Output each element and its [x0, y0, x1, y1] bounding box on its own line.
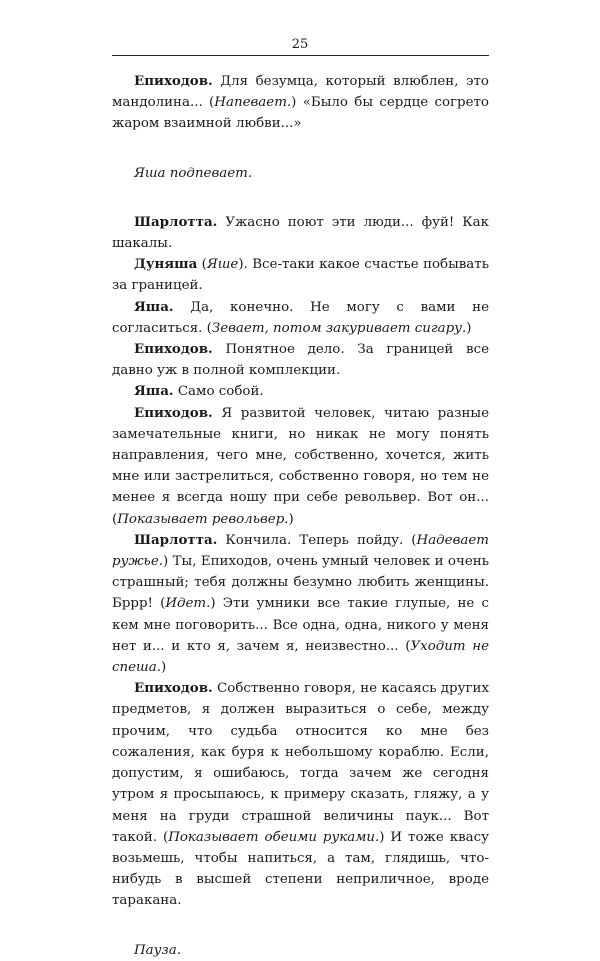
replica-text: ) Ты, Епиходов, очень умный человек и очень страшный; тебя должны безумно любить женщины. Бррр! (: [112, 554, 489, 612]
replica-text: ) И тоже квасу возьмешь, чтобы напиться, а там, глядишь, что-нибудь в высшей степени неприличное, вроде таракана.: [112, 829, 489, 909]
replica-dunyasha-1: [112, 254, 489, 296]
replica-charlotta-2: [112, 530, 489, 678]
replica-charlotta-1: [112, 212, 489, 254]
header-rule: [112, 55, 489, 56]
replica-epikhodov-2: [112, 339, 489, 381]
replica-text: Для безумца, который влюблен, это мандолина... (: [112, 74, 489, 111]
stage-direction: Напевает.: [214, 95, 292, 111]
speaker-name: Дуняша: [134, 256, 198, 273]
speaker-name: Епиходов.: [134, 73, 213, 89]
stage-direction-line: Пауза.: [134, 942, 181, 958]
speaker-name: Епиходов.: [134, 341, 213, 358]
replica-text: ). Все-таки какое счастье побывать за границей.: [112, 257, 489, 294]
replica-text: Понятное дело. За границей все давно уж в полной комплекции.: [112, 342, 489, 379]
stage-direction: Уходит не спеша.: [112, 638, 489, 676]
speaker-name: Епиходов.: [134, 404, 213, 421]
replica-text: (: [201, 257, 207, 273]
replica-yasha-1: [112, 297, 489, 339]
stage-direction: Яше: [206, 257, 239, 273]
replica-text: Да, конечно. Не могу с вами не согласиться. (: [112, 299, 489, 336]
speaker-name: Шарлотта.: [134, 213, 218, 230]
replica-epikhodov-3: [112, 403, 489, 530]
stage-direction: Надевает ружье.: [112, 532, 489, 570]
replica-text: ) Эти умники все такие глупые, не с кем мне поговорить... Все одна, одна, никого у меня нет и... и кто я, зачем я, неизвестно... (: [112, 596, 489, 654]
stage-direction-line: Яша подпевает.: [134, 165, 253, 181]
speaker-name: Яша.: [134, 383, 174, 400]
stage-direction: Идет.: [165, 596, 211, 612]
replica-text: ): [288, 511, 294, 527]
replica-text: Ужасно поют эти люди... фуй! Как шакалы.: [112, 214, 489, 252]
speaker-name: Епиходов.: [134, 680, 213, 697]
replica-text: Я развитой человек, читаю разные замечательные книги, но никак не могу понять направления, чего мне, собственно, хочется, жить мне или застрелиться, собственно говоря, но тем не менее я всегда ношу при себе револьвер. Вот он... (: [112, 405, 490, 527]
replica-text: ) «Было бы сердце согрето жаром взаимной любви...»: [112, 95, 489, 132]
speaker-name: Шарлотта.: [134, 531, 218, 548]
speaker-name: Яша.: [134, 298, 174, 315]
replica-text: ): [160, 660, 167, 676]
replica-text: Кончила. Теперь пойду. (: [225, 532, 417, 548]
stage-direction: Зевает, потом закуривает сигару.: [211, 320, 467, 336]
replica-epikhodov-4: [112, 678, 489, 911]
page-number: 25: [291, 37, 309, 52]
stage-direction: Показывает обеими руками.: [168, 829, 380, 845]
replica-yasha-2: [112, 381, 489, 402]
stage-direction: Показывает револьвер.: [117, 511, 289, 527]
replica-text: ): [466, 320, 472, 336]
replica-text: Собственно говоря, не касаясь других предметов, я должен выразиться о себе, между прочим, что судьба относится ко мне без сожаления, как буря к небольшому кораблю. Если, допустим, я ошибаюсь, тогда зачем же сегодня утром я просыпаюсь, к примеру сказать, гляжу, а у меня на груди страшной величины паук... Вот такой. (: [112, 681, 489, 845]
play-text: [112, 71, 489, 961]
replica-epikhodov-1: [112, 71, 489, 135]
replica-text: Само собой.: [177, 384, 264, 400]
